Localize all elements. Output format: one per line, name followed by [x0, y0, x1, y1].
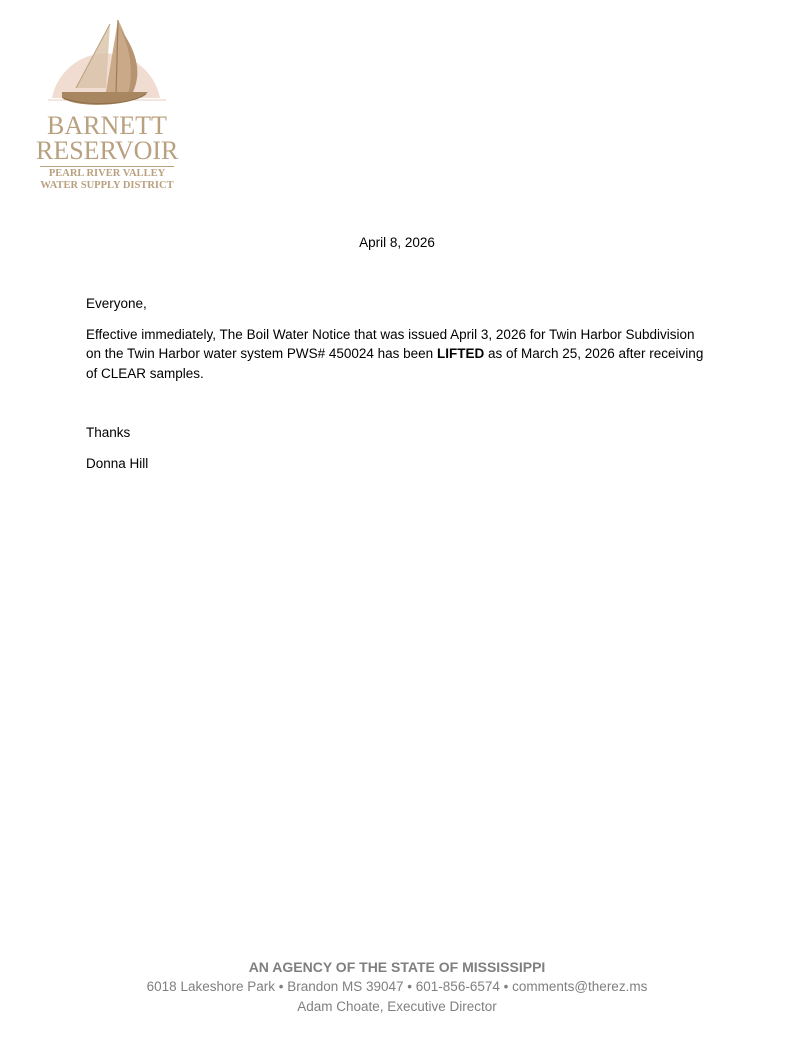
barnett-reservoir-logo — [36, 18, 178, 196]
letter-notice-paragraph — [86, 325, 711, 384]
logo-title-line1: BARNETT — [47, 111, 167, 140]
letter-greeting: Everyone, — [86, 296, 147, 311]
letter-signature: Donna Hill — [86, 455, 149, 471]
letter-date: April 8, 2026 — [359, 235, 435, 250]
footer-director: Adam Choate, Executive Director — [297, 999, 497, 1014]
notice-lifted-emphasis: LIFTED — [436, 346, 485, 361]
notice-text-part1: Effective immediately, The Boil Water Notice that was issued April 3, 2026 for Twin Harbor Subdivision on the Twin Harbor water system PWS# 450024 has been — [86, 326, 695, 361]
logo-subtitle-line1: PEARL RIVER VALLEY — [48, 168, 166, 179]
letter-closing: Thanks — [86, 425, 131, 440]
logo-subtitle-line2: WATER SUPPLY DISTRICT — [40, 180, 174, 191]
page-footer — [0, 957, 794, 1017]
footer-agency: AN AGENCY OF THE STATE OF MISSISSIPPI — [248, 959, 546, 975]
sailboat-icon — [36, 18, 178, 114]
letter-body — [86, 294, 711, 473]
footer-address: 6018 Lakeshore Park • Brandon MS 39047 • 601-856-6574 • comments@therez.ms — [146, 979, 648, 994]
logo-title-line2: RESERVOIR — [36, 136, 179, 165]
logo-divider — [40, 166, 174, 167]
notice-text-part2: as of March 25, 2026 after receiving of CLEAR samples. — [86, 346, 704, 381]
